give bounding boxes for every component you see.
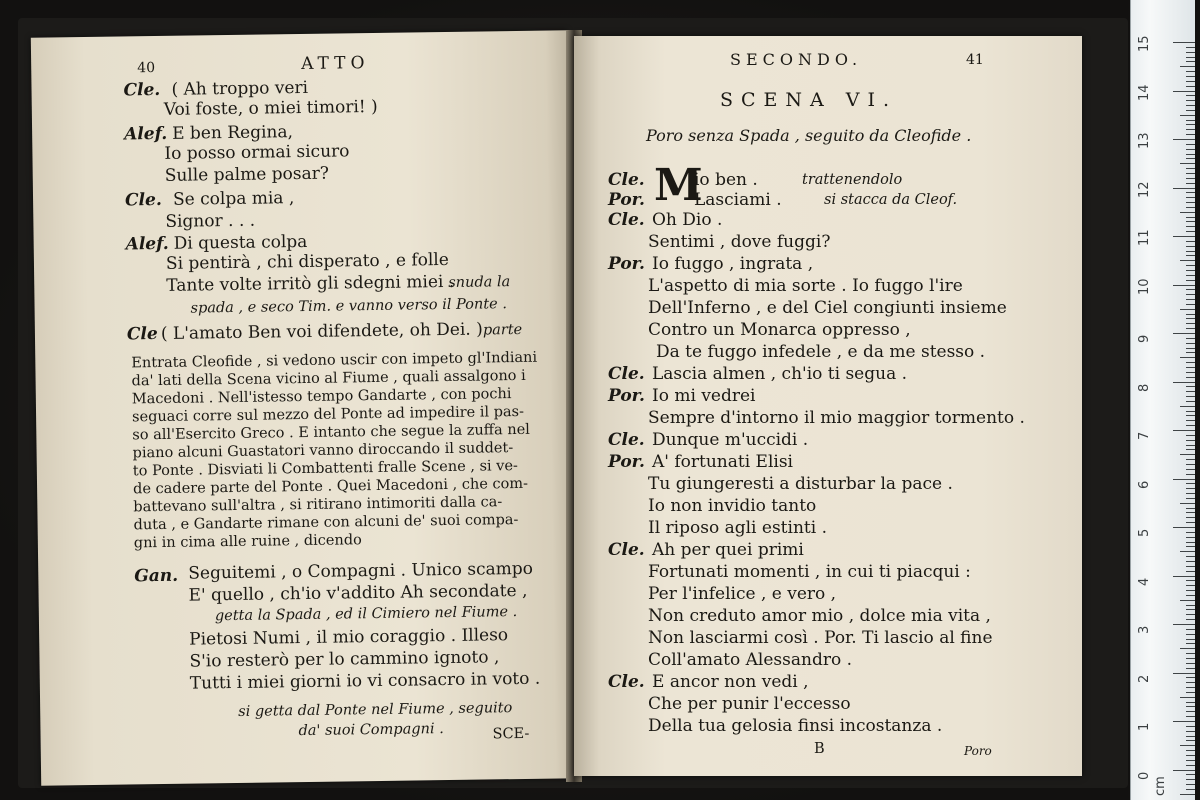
ruler-tick bbox=[1186, 255, 1195, 256]
verse-line: Dell'Inferno , e del Ciel congiunti insieme bbox=[648, 298, 1007, 318]
narrative-line: da' lati della Scena vicino al Fiume , quali assalgono i bbox=[131, 367, 526, 390]
ruler-tick bbox=[1186, 512, 1195, 513]
ruler-tick bbox=[1186, 537, 1195, 538]
ruler-tick bbox=[1186, 207, 1195, 208]
ruler-tick bbox=[1173, 285, 1195, 286]
ruler-tick bbox=[1186, 522, 1195, 523]
ruler-tick bbox=[1186, 658, 1195, 659]
ruler-tick bbox=[1186, 493, 1195, 494]
ruler-tick bbox=[1186, 702, 1195, 703]
ruler-tick bbox=[1186, 687, 1195, 688]
ruler-tick bbox=[1186, 435, 1195, 436]
ruler-tick bbox=[1186, 677, 1195, 678]
ruler-tick bbox=[1186, 546, 1195, 547]
ruler-tick bbox=[1173, 770, 1195, 771]
speaker-label: Alef. bbox=[124, 123, 168, 145]
verse-line: Pietosi Numi , il mio coraggio . Illeso bbox=[189, 625, 509, 650]
ruler-tick bbox=[1173, 91, 1195, 92]
narrative-line: gni in cima alle ruine , dicendo bbox=[133, 532, 362, 552]
ruler-tick bbox=[1186, 774, 1195, 775]
verse-line: E ben Regina, bbox=[172, 122, 294, 144]
verse-line: Voi foste, o miei timori! ) bbox=[163, 96, 378, 120]
verse-line: Lascia almen , ch'io ti segua . bbox=[652, 364, 908, 384]
verse-line: Contro un Monarca oppresso , bbox=[648, 320, 911, 340]
ruler-unit: cm bbox=[1153, 776, 1168, 796]
verse-line: Tu giungeresti a disturbar la pace . bbox=[648, 474, 953, 494]
verse-line: Della tua gelosia finsi incostanza . bbox=[648, 716, 943, 736]
verse-line: Non lasciarmi così . Por. Ti lascio al fine bbox=[648, 628, 993, 648]
ruler-tick bbox=[1186, 251, 1195, 252]
narrative-line: seguaci corre sul mezzo del Ponte ad impedire il pas- bbox=[132, 403, 525, 426]
ruler-tick bbox=[1186, 614, 1195, 615]
ruler-tick bbox=[1186, 498, 1195, 499]
ruler-number: 11 bbox=[1137, 229, 1152, 246]
catchword: Poro bbox=[964, 744, 992, 758]
left-running-head: ATTO bbox=[301, 53, 370, 75]
ruler-tick bbox=[1186, 585, 1195, 586]
ruler-tick bbox=[1186, 275, 1195, 276]
ruler-tick bbox=[1186, 682, 1195, 683]
ruler-tick bbox=[1186, 158, 1195, 159]
speaker-label: Cle. bbox=[123, 79, 161, 101]
ruler-tick bbox=[1173, 527, 1195, 528]
ruler-tick bbox=[1173, 624, 1195, 625]
verse-line: Seguitemi , o Compagni . Unico scampo bbox=[188, 558, 534, 584]
verse-line: Si pentirà , chi disperato , e folle bbox=[165, 249, 449, 274]
ruler-number: 14 bbox=[1137, 83, 1152, 101]
ruler-number: 3 bbox=[1137, 625, 1152, 634]
stage-direction: getta la Spada , ed il Cimiero nel Fiume . bbox=[214, 604, 518, 625]
ruler-tick bbox=[1186, 110, 1195, 111]
ruler-tick bbox=[1186, 367, 1195, 368]
ruler-number: 7 bbox=[1137, 431, 1152, 440]
right-running-head: SECONDO. bbox=[730, 50, 863, 69]
ruler-tick bbox=[1186, 47, 1195, 48]
ruler-number: 0 bbox=[1137, 771, 1152, 780]
ruler-tick bbox=[1186, 328, 1195, 329]
verse-line: Tutti i miei giorni io vi consacro in voto . bbox=[189, 668, 541, 694]
ruler-tick bbox=[1186, 280, 1195, 281]
verse-line: Signor . . . bbox=[165, 210, 256, 232]
ruler-tick bbox=[1180, 163, 1195, 164]
ruler-tick bbox=[1186, 396, 1195, 397]
stage-direction: si stacca da Cleof. bbox=[824, 192, 958, 208]
ruler-tick bbox=[1186, 401, 1195, 402]
ruler-tick bbox=[1186, 386, 1195, 387]
ruler-tick bbox=[1186, 338, 1195, 339]
speaker-label: Cle. bbox=[608, 540, 645, 560]
ruler-tick bbox=[1173, 479, 1195, 480]
ruler-tick bbox=[1186, 178, 1195, 179]
ruler-tick bbox=[1186, 571, 1195, 572]
ruler-tick bbox=[1186, 440, 1195, 441]
ruler-tick bbox=[1186, 318, 1195, 319]
verse-line: Tante volte irritò gli sdegni miei . bbox=[166, 271, 455, 296]
ruler-tick bbox=[1186, 629, 1195, 630]
ruler-number: 9 bbox=[1137, 334, 1152, 343]
ruler-tick bbox=[1180, 648, 1195, 649]
ruler-tick bbox=[1186, 605, 1195, 606]
ruler-tick bbox=[1186, 221, 1195, 222]
ruler-tick bbox=[1186, 740, 1195, 741]
narrative-line: duta , e Gandarte rimane con alcuni de' suoi compa- bbox=[133, 512, 519, 534]
ruler-tick bbox=[1186, 590, 1195, 591]
verse-line: Io posso ormai sicuro bbox=[164, 141, 350, 164]
ruler-tick bbox=[1186, 634, 1195, 635]
ruler-tick bbox=[1186, 411, 1195, 412]
ruler-tick bbox=[1186, 508, 1195, 509]
speaker-label: Por. bbox=[608, 386, 645, 406]
ruler-number: 12 bbox=[1137, 180, 1152, 198]
ruler-tick bbox=[1180, 503, 1195, 504]
verse-line: Dunque m'uccidi . bbox=[652, 430, 809, 450]
speaker-label: Cle bbox=[126, 324, 158, 345]
ruler-tick bbox=[1186, 105, 1195, 106]
ruler-tick bbox=[1186, 246, 1195, 247]
ruler-tick bbox=[1186, 231, 1195, 232]
ruler-tick bbox=[1180, 115, 1195, 116]
stage-direction: da' suoi Compagni . bbox=[298, 721, 444, 740]
verse-line: A' fortunati Elisi bbox=[652, 452, 793, 472]
speaker-label: Por. bbox=[608, 190, 645, 210]
stage-direction: si getta dal Ponte nel Fiume , seguito bbox=[238, 700, 513, 720]
stage-direction: parte bbox=[482, 321, 523, 339]
ruler-tick bbox=[1186, 299, 1195, 300]
verse-line: ( L'amato Ben voi difendete, oh Dei. ) bbox=[160, 319, 483, 344]
ruler-tick bbox=[1186, 789, 1195, 790]
ruler-tick bbox=[1173, 721, 1195, 722]
ruler-tick bbox=[1186, 517, 1195, 518]
ruler-tick bbox=[1173, 576, 1195, 577]
ruler-tick bbox=[1186, 192, 1195, 193]
ruler-tick bbox=[1186, 197, 1195, 198]
ruler-tick bbox=[1186, 483, 1195, 484]
ruler-tick bbox=[1186, 294, 1195, 295]
ruler-tick bbox=[1173, 382, 1195, 383]
speaker-label: Cle. bbox=[608, 170, 645, 190]
verse-line: S'io resterò per lo cammino ignoto , bbox=[189, 647, 500, 672]
ruler-tick bbox=[1180, 551, 1195, 552]
ruler-tick bbox=[1186, 561, 1195, 562]
verse-line: Io fuggo , ingrata , bbox=[652, 254, 814, 274]
ruler-tick bbox=[1186, 643, 1195, 644]
ruler-tick bbox=[1186, 619, 1195, 620]
ruler-tick bbox=[1186, 352, 1195, 353]
ruler-tick bbox=[1186, 711, 1195, 712]
ruler-tick bbox=[1186, 668, 1195, 669]
narrative-line: battevano sull'altra , si ritirano intimoriti dalla ca- bbox=[133, 494, 503, 516]
ruler-tick bbox=[1186, 265, 1195, 266]
ruler-tick bbox=[1186, 134, 1195, 135]
ruler-tick bbox=[1173, 673, 1195, 674]
ruler-tick bbox=[1180, 260, 1195, 261]
ruler-tick bbox=[1186, 716, 1195, 717]
ruler-tick bbox=[1180, 212, 1195, 213]
verse-line: Io non invidio tanto bbox=[648, 496, 817, 516]
ruler-tick bbox=[1186, 149, 1195, 150]
ruler-tick bbox=[1186, 343, 1195, 344]
ruler-tick bbox=[1186, 542, 1195, 543]
ruler-tick bbox=[1186, 580, 1195, 581]
ruler-tick bbox=[1186, 459, 1195, 460]
speaker-label: Gan. bbox=[134, 565, 179, 587]
ruler-tick bbox=[1186, 445, 1195, 446]
speaker-label: Por. bbox=[608, 452, 645, 472]
verse-line: Per l'infelice , e vero , bbox=[648, 584, 837, 604]
ruler-tick bbox=[1186, 57, 1195, 58]
ruler-tick bbox=[1186, 726, 1195, 727]
ruler-tick bbox=[1186, 61, 1195, 62]
left-page bbox=[31, 30, 577, 785]
ruler-number: 2 bbox=[1137, 674, 1152, 683]
ruler-tick bbox=[1180, 66, 1195, 67]
scene-subtitle: Poro senza Spada , seguito da Cleofide . bbox=[646, 126, 972, 145]
ruler-tick bbox=[1180, 794, 1195, 795]
ruler-tick bbox=[1186, 464, 1195, 465]
ruler-tick bbox=[1186, 760, 1195, 761]
ruler-tick bbox=[1186, 270, 1195, 271]
ruler-tick bbox=[1186, 706, 1195, 707]
ruler-tick bbox=[1186, 183, 1195, 184]
ruler-tick bbox=[1186, 755, 1195, 756]
ruler-tick bbox=[1186, 76, 1195, 77]
ruler-tick bbox=[1186, 736, 1195, 737]
verse-line: Ah per quei primi bbox=[652, 540, 804, 560]
speaker-label: Cle. bbox=[608, 210, 645, 230]
ruler-number: 13 bbox=[1137, 132, 1152, 149]
ruler-tick bbox=[1180, 406, 1195, 407]
verse-line: Se colpa mia , bbox=[172, 188, 295, 210]
ruler-tick bbox=[1186, 86, 1195, 87]
ruler-number: 15 bbox=[1137, 35, 1152, 52]
ruler-number: 1 bbox=[1137, 722, 1152, 731]
catchword: SCE- bbox=[492, 725, 530, 743]
verse-line: ( Ah troppo veri bbox=[171, 77, 309, 100]
ruler-tick bbox=[1173, 42, 1195, 43]
ruler-tick bbox=[1186, 474, 1195, 475]
ruler-number: 10 bbox=[1137, 277, 1152, 295]
narrative-line: to Ponte . Disviati li Combattenti fralle Scene , si ve- bbox=[132, 458, 519, 480]
ruler-tick bbox=[1186, 663, 1195, 664]
ruler-tick bbox=[1186, 95, 1195, 96]
ruler-tick bbox=[1173, 333, 1195, 334]
ruler-tick bbox=[1186, 372, 1195, 373]
ruler-tick bbox=[1186, 81, 1195, 82]
speaker-label: Cle. bbox=[124, 189, 162, 211]
ruler-tick bbox=[1186, 765, 1195, 766]
narrative-line: Macedoni . Nell'istesso tempo Gandarte , con pochi bbox=[131, 386, 512, 408]
verse-line: Sentimi , dove fuggi? bbox=[648, 232, 831, 252]
ruler-tick bbox=[1186, 52, 1195, 53]
ruler-tick bbox=[1186, 202, 1195, 203]
ruler-tick bbox=[1186, 129, 1195, 130]
ruler-tick bbox=[1186, 784, 1195, 785]
ruler-tick bbox=[1186, 144, 1195, 145]
right-page bbox=[574, 36, 1082, 776]
scene-title: SCENA VI. bbox=[720, 89, 898, 111]
verse-line: Fortunati momenti , in cui ti piacqui : bbox=[648, 562, 971, 582]
ruler-tick bbox=[1180, 357, 1195, 358]
verse-line: Non creduto amor mio , dolce mia vita , bbox=[648, 606, 991, 626]
ruler-tick bbox=[1186, 566, 1195, 567]
ruler-tick bbox=[1186, 779, 1195, 780]
speaker-label: Alef. bbox=[125, 233, 169, 255]
verse-line: Coll'amato Alessandro . bbox=[648, 650, 853, 670]
ruler-tick bbox=[1186, 653, 1195, 654]
ruler-tick bbox=[1186, 226, 1195, 227]
ruler-tick bbox=[1186, 304, 1195, 305]
ruler-tick bbox=[1186, 154, 1195, 155]
right-page-number: 41 bbox=[966, 52, 984, 68]
signature-mark: B bbox=[814, 741, 825, 757]
ruler-tick bbox=[1180, 309, 1195, 310]
narrative-line: Entrata Cleofide , si vedono uscir con impeto gl'Indiani bbox=[131, 349, 538, 372]
verse-line: Io mi vedrei bbox=[652, 386, 756, 406]
verse-line: Oh Dio . bbox=[652, 210, 723, 230]
narrative-line: piano alcuni Guastatori vanno diroccando il suddet- bbox=[132, 440, 514, 462]
verse-line: Da te fuggo infedele , e da me stesso . bbox=[656, 342, 986, 362]
ruler-tick bbox=[1180, 454, 1195, 455]
ruler-tick bbox=[1186, 377, 1195, 378]
left-page-number: 40 bbox=[137, 60, 156, 77]
ruler-number: 6 bbox=[1137, 480, 1152, 489]
drop-cap: M bbox=[654, 160, 703, 211]
ruler-tick bbox=[1186, 120, 1195, 121]
ruler-tick bbox=[1186, 595, 1195, 596]
ruler-tick bbox=[1186, 391, 1195, 392]
verse-line: Che per punir l'eccesso bbox=[648, 694, 851, 714]
ruler-tick bbox=[1186, 692, 1195, 693]
verse-line: L'aspetto di mia sorte . Io fuggo l'ire bbox=[648, 276, 963, 296]
verse-line: E ancor non vedi , bbox=[652, 672, 809, 692]
verse-line: Di questa colpa bbox=[173, 231, 308, 254]
ruler-tick bbox=[1173, 188, 1195, 189]
narrative-line: de cadere parte del Ponte . Quei Macedoni , che com- bbox=[133, 475, 529, 498]
ruler-tick bbox=[1186, 348, 1195, 349]
ruler-tick bbox=[1186, 71, 1195, 72]
speaker-label: Cle. bbox=[608, 672, 645, 692]
ruler-tick bbox=[1186, 168, 1195, 169]
measurement-ruler bbox=[1130, 0, 1195, 800]
ruler-tick bbox=[1186, 241, 1195, 242]
ruler-tick bbox=[1186, 731, 1195, 732]
ruler-tick bbox=[1186, 289, 1195, 290]
ruler-tick bbox=[1186, 639, 1195, 640]
verse-line: Sempre d'intorno il mio maggior tormento . bbox=[648, 408, 1025, 428]
ruler-tick bbox=[1186, 609, 1195, 610]
ruler-tick bbox=[1186, 425, 1195, 426]
ruler-tick bbox=[1186, 556, 1195, 557]
verse-line: io ben . bbox=[694, 170, 758, 190]
stage-direction: spada , e seco Tim. e vanno verso il Ponte . bbox=[190, 296, 508, 317]
speaker-label: Cle. bbox=[608, 430, 645, 450]
stage-direction: snuda la bbox=[448, 274, 511, 291]
ruler-tick bbox=[1173, 139, 1195, 140]
ruler-tick bbox=[1186, 415, 1195, 416]
ruler-tick bbox=[1186, 124, 1195, 125]
ruler-tick bbox=[1186, 100, 1195, 101]
ruler-tick bbox=[1186, 323, 1195, 324]
verse-line: Sulle palme posar? bbox=[164, 163, 330, 186]
ruler-tick bbox=[1186, 750, 1195, 751]
verse-line: Il riposo agli estinti . bbox=[648, 518, 827, 538]
verse-line: E' quello , ch'io v'addito Ah secondate , bbox=[188, 580, 528, 606]
ruler-tick bbox=[1186, 469, 1195, 470]
ruler-tick bbox=[1180, 745, 1195, 746]
ruler-tick bbox=[1186, 314, 1195, 315]
ruler-number: 5 bbox=[1137, 528, 1152, 537]
ruler-tick bbox=[1173, 236, 1195, 237]
verse-line: Lasciami . bbox=[694, 190, 782, 210]
ruler-tick bbox=[1173, 430, 1195, 431]
ruler-tick bbox=[1186, 488, 1195, 489]
speaker-label: Por. bbox=[608, 254, 645, 274]
ruler-tick bbox=[1186, 449, 1195, 450]
ruler-tick bbox=[1180, 600, 1195, 601]
ruler-tick bbox=[1186, 173, 1195, 174]
ruler-tick bbox=[1180, 697, 1195, 698]
ruler-number: 4 bbox=[1137, 577, 1152, 586]
ruler-tick bbox=[1186, 362, 1195, 363]
speaker-label: Cle. bbox=[608, 364, 645, 384]
ruler-number: 8 bbox=[1137, 383, 1152, 392]
ruler-tick bbox=[1186, 532, 1195, 533]
narrative-line: so all'Esercito Greco . E intanto che segue la zuffa nel bbox=[132, 421, 530, 444]
stage-direction: trattenendolo bbox=[802, 172, 903, 188]
ruler-tick bbox=[1186, 420, 1195, 421]
ruler-tick bbox=[1186, 217, 1195, 218]
